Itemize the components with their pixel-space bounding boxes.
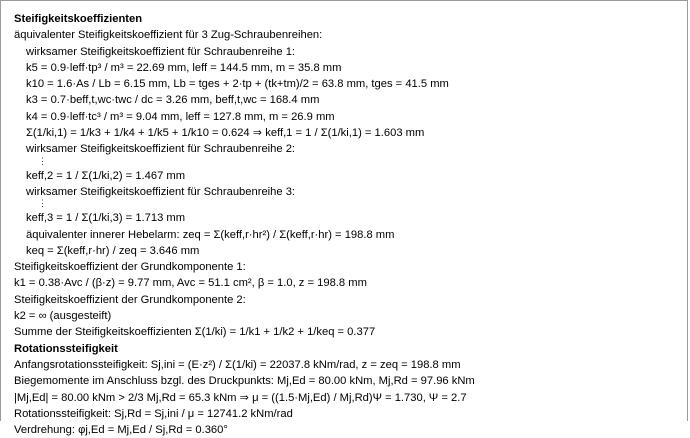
formula-line: keq = Σ(keff,r·hr) / zeq = 3.646 mm [26,244,200,257]
formula-line: k4 = 0.9·leff·tc³ / m³ = 9.04 mm, leff = 127.8 mm, m = 26.9 mm [26,110,335,123]
text-line: wirksamer Steifigkeitskoeffizient für Schraubenreihe 2: [26,143,296,156]
calculation-text [14,11,684,438]
section-heading: Rotationssteifigkeit [14,342,118,355]
formula-line: keff,3 = 1 / Σ(1/ki,3) = 1.713 mm [26,212,186,225]
formula-line: Rotationssteifigkeit: Sj,Rd = Sj,ini / μ = 12741.2 kNm/rad [14,407,293,420]
section-heading: Steifigkeitskoeffizienten [14,13,143,25]
text-line: Steifigkeitskoeffizient der Grundkomponente 1: [14,261,246,274]
formula-line: äquivalenter innerer Hebelarm: zeq = Σ(keff,r·hr²) / Σ(keff,r·hr) = 198.8 mm [26,228,395,241]
formula-line: Σ(1/ki,1) = 1/k3 + 1/k4 + 1/k5 + 1/k10 = 0.624 ⇒ keff,1 = 1 / Σ(1/ki,1) = 1.603 mm [26,127,425,140]
text-line: äquivalenter Steifigkeitskoeffizient für 3 Zug-Schraubenreihen: [14,29,323,42]
formula-line: |Mj,Ed| = 80.00 kNm > 2/3 Mj,Rd = 65.3 kNm ⇒ μ = ((1.5·Mj,Ed) / Mj,Rd)Ψ = 1.730, Ψ = 2.7 [14,391,467,404]
formula-line: Summe der Steifigkeitskoeffizienten Σ(1/ki) = 1/k1 + 1/k2 + 1/keq = 0.377 [14,326,376,339]
formula-line: keff,2 = 1 / Σ(1/ki,2) = 1.467 mm [26,169,186,182]
formula-line: k2 = ∞ (ausgesteift) [14,310,112,323]
formula-line: k10 = 1.6·As / Lb = 6.15 mm, Lb = tges + 2·tp + (tk+tm)/2 = 63.8 mm, tges = 41.5 mm [26,78,449,91]
formula-line: Biegemomente im Anschluss bzgl. des Druckpunkts: Mj,Ed = 80.00 kNm, Mj,Rd = 97.96 kNm [14,375,475,388]
ellipsis-icon: ⋮ [38,155,47,166]
ellipsis-icon: ⋮ [38,198,47,209]
formula-line: Verdrehung: φj,Ed = Mj,Ed / Sj,Rd = 0.360° [14,424,228,437]
formula-line: k1 = 0.38·Avc / (β·z) = 9.77 mm, Avc = 51.1 cm², β = 1.0, z = 198.8 mm [14,277,367,290]
formula-line: k3 = 0.7·beff,t,wc·twc / dc = 3.26 mm, beff,t,wc = 168.4 mm [26,94,320,107]
formula-line: Anfangsrotationssteifigkeit: Sj,ini = (E·z²) / Σ(1/ki) = 22037.8 kNm/rad, z = zeq = 198.8 mm [14,358,461,371]
text-line: Steifigkeitskoeffizient der Grundkomponente 2: [14,293,246,306]
formula-line: k5 = 0.9·leff·tp³ / m³ = 22.69 mm, leff = 144.5 mm, m = 35.8 mm [26,61,342,74]
text-line: wirksamer Steifigkeitskoeffizient für Schraubenreihe 3: [26,185,296,198]
text-line: wirksamer Steifigkeitskoeffizient für Schraubenreihe 1: [26,45,296,58]
